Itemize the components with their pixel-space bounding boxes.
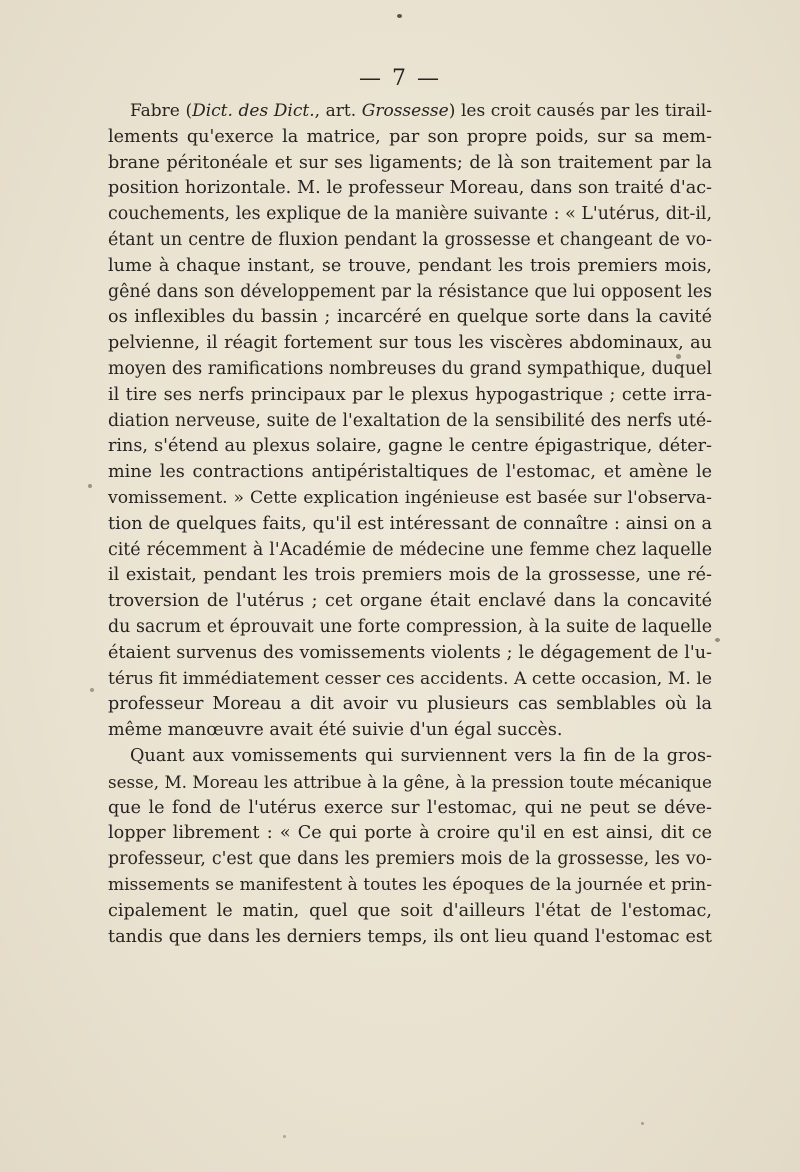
text-line: lements qu'exerce la matrice, par son propre poids, sur sa mem- (108, 126, 712, 147)
ink-speck (88, 484, 92, 488)
text-line: cité récemment à l'Académie de médecine une femme chez laquelle (108, 539, 712, 560)
text-line: professeur Moreau a dit avoir vu plusieurs cas semblables où la (108, 694, 712, 715)
text-line: diation nerveuse, suite de l'exaltation de la sensibilité des nerfs uté- (108, 410, 712, 431)
text-line: position horizontale. M. le professeur Moreau, dans son traité d'ac- (108, 178, 712, 199)
text-line: même manœuvre avait été suivie d'un égal succès. (108, 720, 563, 741)
text-line: missements se manifestent à toutes les époques de la journée et prin- (108, 874, 712, 895)
text-line: que le fond de l'utérus exerce sur l'estomac, qui ne peut se déve- (108, 797, 712, 818)
text-line: sesse, M. Moreau les attribue à la gêne, à la pression toute mécanique (108, 771, 712, 792)
text-line: couchements, les explique de la manière suivante : « L'utérus, dit-il, (108, 204, 712, 225)
ink-speck (397, 14, 402, 18)
page-number: — 7 — (359, 66, 441, 91)
text-line: brane péritonéale et sur ses ligaments; de là son traitement par la (108, 152, 712, 173)
text-line: du sacrum et éprouvait une forte compression, à la suite de laquelle (108, 616, 712, 637)
ink-speck (283, 1135, 286, 1138)
text-line: troversion de l'utérus ; cet organe était enclavé dans la concavité (108, 591, 712, 612)
ink-speck (641, 1122, 644, 1125)
text-line: Quant aux vomissements qui surviennent vers la fin de la gros- (130, 745, 712, 766)
text-line: os inflexibles du bassin ; incarcéré en quelque sorte dans la cavité (108, 307, 712, 328)
body-text (108, 99, 712, 950)
text-line: il existait, pendant les trois premiers mois de la grossesse, une ré- (108, 565, 712, 586)
text-line: tion de quelques faits, qu'il est intéressant de connaître : ainsi on a (108, 513, 712, 534)
text-line: il tire ses nerfs principaux par le plexus hypogastrique ; cette irra- (108, 384, 712, 405)
text-line: lopper librement : « Ce qui porte à croire qu'il en est ainsi, dit ce (108, 823, 712, 844)
ink-speck (90, 688, 94, 692)
text-line: cipalement le matin, quel que soit d'ailleurs l'état de l'estomac, (108, 900, 712, 921)
text-line: étant un centre de fluxion pendant la grossesse et changeant de vo- (108, 229, 712, 250)
text-line: professeur, c'est que dans les premiers mois de la grossesse, les vo- (108, 849, 712, 870)
text-line: étaient survenus des vomissements violents ; le dégagement de l'u- (108, 642, 712, 663)
ink-speck (715, 638, 720, 642)
text-line: mine les contractions antipéristaltiques de l'estomac, et amène le (108, 462, 712, 483)
text-line: lume à chaque instant, se trouve, pendant les trois premiers mois, (108, 255, 712, 276)
text-line: moyen des ramifications nombreuses du grand sympathique, duquel (108, 358, 712, 379)
text-line: térus fit immédiatement cesser ces accidents. A cette occasion, M. le (108, 668, 712, 689)
text-line: rins, s'étend au plexus solaire, gagne le centre épigastrique, déter- (108, 436, 712, 457)
text-line: tandis que dans les derniers temps, ils ont lieu quand l'estomac est (108, 926, 712, 947)
text-line: gêné dans son développement par la résistance que lui opposent les (108, 281, 712, 302)
text-line: pelvienne, il réagit fortement sur tous les viscères abdominaux, au (108, 333, 712, 354)
text-line: Fabre (Dict. des Dict., art. Grossesse) les croit causés par les tirail- (130, 101, 712, 121)
text-line: vomissement. » Cette explication ingénieuse est basée sur l'observa- (108, 487, 712, 508)
